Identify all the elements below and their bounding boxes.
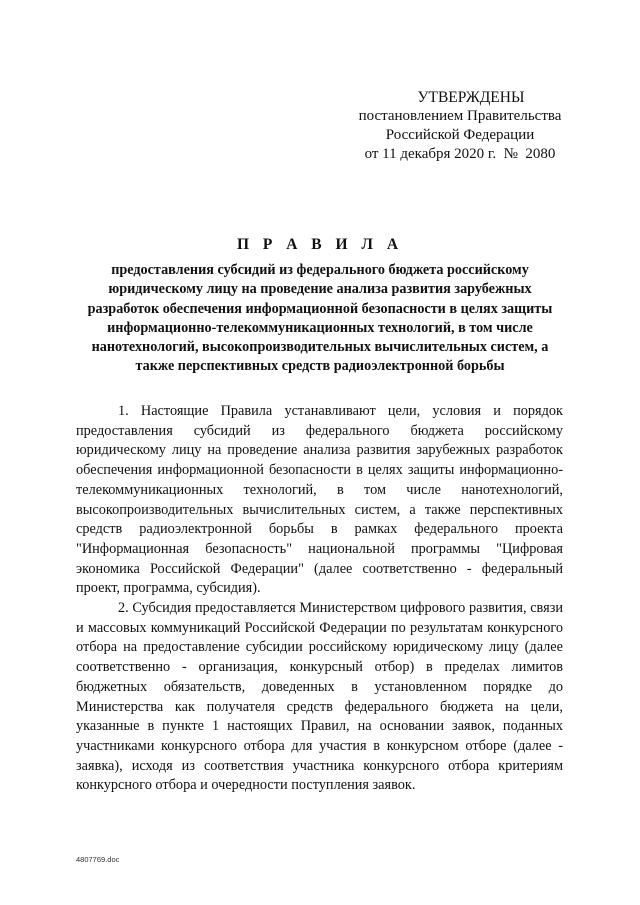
paragraph-1: 1. Настоящие Правила устанавливают цели, условия и порядок предоставления субсидий из федерального бюджета российскому юридическому лицу на проведение анализа развития зарубежных разработок обеспечения информационной безопасности в целях защиты информационно-телекоммуникационных технологий, в том числе нанотехнологий, высокопроизводительных вычислительных систем, а также перспективных средств радиоэлектронной борьбы в рамках федерального проекта "Информационная безопасность" национальной программы "Цифровая экономика Российской Федерации" (далее соответственно - федеральный проект, программа, субсидия). <box>76 403 563 597</box>
approved-title: УТВЕРЖДЕНЫ <box>417 89 525 106</box>
rules-heading: П Р А В И Л А <box>236 236 404 253</box>
approval-line-government: Российской Федерации <box>385 127 535 143</box>
rules-subtitle: предоставления субсидий из федерального бюджета российскому юридическому лицу на проведение анализа развития зарубежных разработок обеспечения информационной безопасности в целях защиты информационно-телекоммуникационных технологий, в том числе нанотехнологий, высокопроизводительных вычислительных систем, а также перспективных средств радиоэлектронной борьбы <box>87 262 553 375</box>
document-file-reference: 4807769.doc <box>76 855 120 864</box>
document-body <box>76 402 563 796</box>
approval-line-decree: постановлением Правительства <box>358 108 562 124</box>
paragraph-2: 2. Субсидия предоставляется Министерством цифрового развития, связи и массовых коммуникаций Российской Федерации по результатам конкурсного отбора на предоставление субсидии российскому юридическому лицу (далее соответственно - организация, конкурсный отбор) в пределах лимитов бюджетных обязательств, доведенных в установленном порядке до Министерства как получателя средств федерального бюджета на цели, указанные в пункте 1 настоящих Правил, на основании заявок, поданных участниками конкурсного отбора для участия в конкурсном отборе (далее - заявка), исходя из соответствия участника конкурсного отбора критериям конкурсного отбора и очередности поступления заявок. <box>76 600 563 794</box>
approval-stamp <box>330 88 590 164</box>
approval-line-date-number: от 11 декабря 2020 г. № 2080 <box>364 146 556 162</box>
